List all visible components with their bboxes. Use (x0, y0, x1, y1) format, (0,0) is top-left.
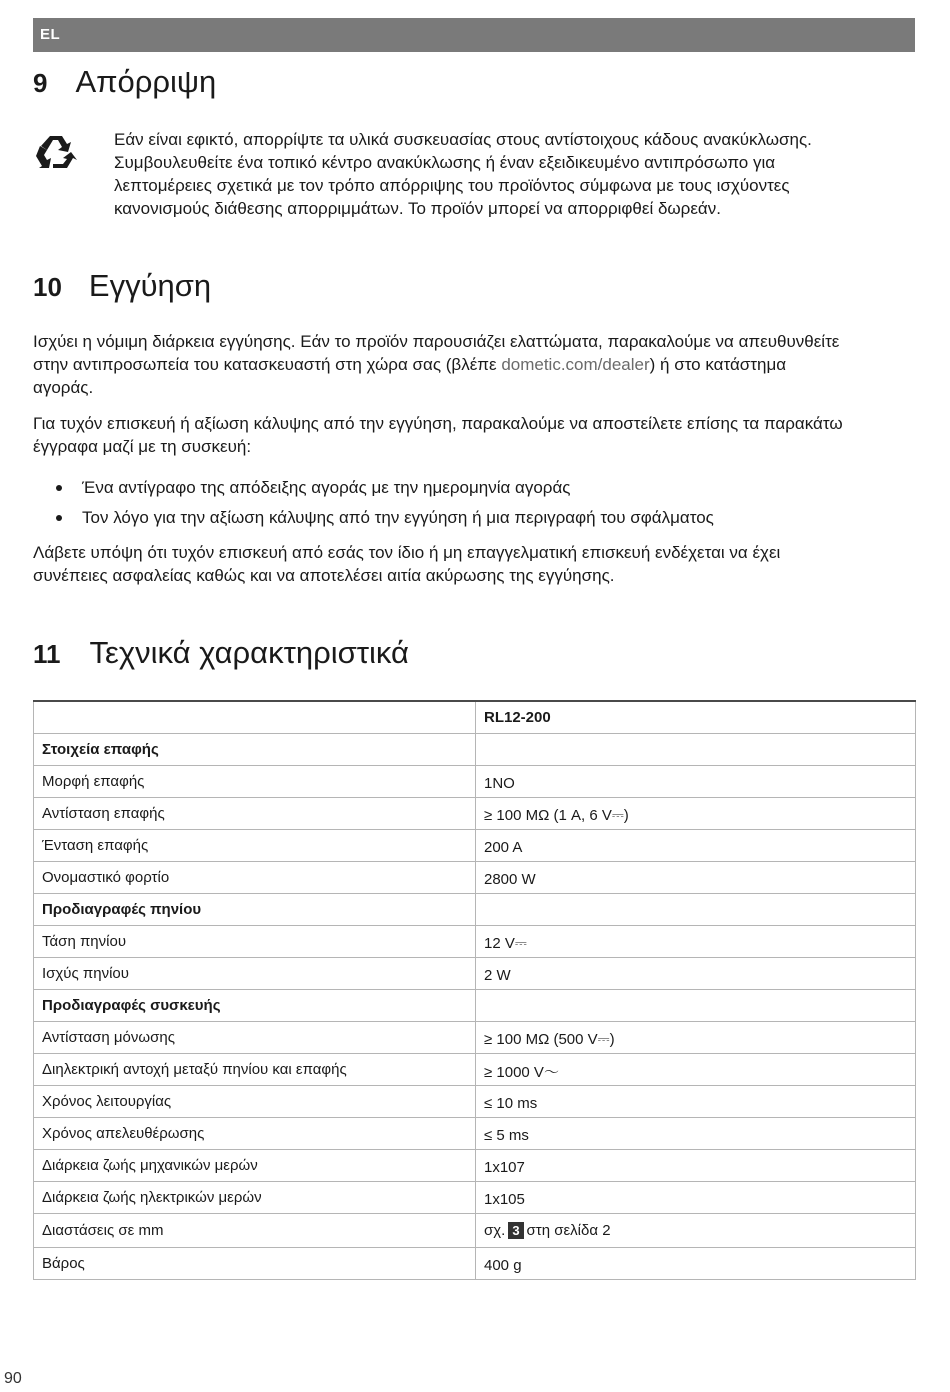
table-row (34, 830, 916, 862)
text-line: αγοράς. (33, 378, 94, 397)
value-text: ≤ 5 ms (484, 1127, 529, 1144)
row-value (476, 1118, 916, 1150)
model-header: RL12-200 (476, 701, 916, 734)
text-line: Εάν είναι εφικτό, απορρίψτε τα υλικά συσκευασίας στους αντίστοιχους κάδους ανακύκλωσης. (114, 130, 812, 149)
section-9-heading (33, 64, 216, 100)
table-group-row (34, 894, 916, 926)
row-label: Μορφή επαφής (34, 766, 476, 798)
table-row (34, 798, 916, 830)
text-line: Ισχύει η νόμιμη διάρκεια εγγύησης. Εάν το προϊόν παρουσιάζει ελαττώματα, παρακαλούμε να απευθυνθείτε (33, 332, 840, 351)
table-row (34, 958, 916, 990)
section-number: 9 (33, 68, 48, 98)
text-line: Λάβετε υπόψη ότι τυχόν επισκευή από εσάς τον ίδιο ή μη επαγγελματική επισκευή ενδέχεται να έχει (33, 543, 781, 562)
table-row (34, 766, 916, 798)
row-label: Αντίσταση επαφής (34, 798, 476, 830)
row-label: Ένταση επαφής (34, 830, 476, 862)
section-title: Εγγύηση (88, 268, 212, 303)
value-text: στη σελίδα 2 (526, 1222, 611, 1239)
warranty-paragraph-1 (33, 330, 915, 399)
value-text: ≤ 10 ms (484, 1095, 538, 1112)
row-label: Ονομαστικό φορτίο (34, 862, 476, 894)
value-text: ≥ 100 MΩ (1 A, 6 V⎓) (484, 807, 629, 824)
table-header-row (34, 701, 916, 734)
page-number: 90 (4, 1370, 22, 1387)
table-row (34, 1150, 916, 1182)
table-row (34, 862, 916, 894)
row-label: Βάρος (34, 1248, 476, 1280)
table-row (34, 1054, 916, 1086)
warranty-documents-list (52, 473, 714, 533)
dealer-link[interactable]: dometic.com/dealer (501, 355, 650, 374)
row-label: Τάση πηνίου (34, 926, 476, 958)
table-row (34, 926, 916, 958)
value-text: 12 V⎓ (484, 935, 527, 952)
row-label: Διάρκεια ζωής μηχανικών μερών (34, 1150, 476, 1182)
language-code: EL (40, 26, 61, 43)
row-label: Χρόνος λειτουργίας (34, 1086, 476, 1118)
text-span: στην αντιπροσωπεία του κατασκευαστή στη χώρα σας (βλέπε (33, 355, 502, 374)
group-label: Προδιαγραφές συσκευής (34, 990, 476, 1022)
value-text: ≥ 100 MΩ (500 V⎓) (484, 1031, 615, 1048)
row-value (476, 766, 916, 798)
text-line (33, 353, 915, 376)
value-text: 200 A (484, 839, 523, 856)
text-line: Για τυχόν επισκευή ή αξίωση κάλυψης από την εγγύηση, παρακαλούμε να αποστείλετε επίσης τα παρακάτω (33, 414, 843, 433)
technical-data-table (33, 700, 916, 1280)
list-item-text: Ένα αντίγραφο της απόδειξης αγοράς με την ημερομηνία αγοράς (82, 478, 571, 497)
section-number: 11 (33, 639, 61, 669)
row-label: Ισχύς πηνίου (34, 958, 476, 990)
row-label: Διαστάσεις σε mm (34, 1214, 476, 1248)
group-label: Προδιαγραφές πηνίου (34, 894, 476, 926)
bullet-icon (56, 485, 62, 491)
table-row (34, 1214, 916, 1248)
value-text: σχ. (484, 1222, 506, 1239)
disposal-text (114, 128, 914, 220)
table-cell (476, 894, 916, 926)
row-value (476, 958, 916, 990)
text-line: λεπτομέρειες σχετικά με τον τρόπο απόρριψης του προϊόντος σύμφωνα με τους ισχύοντες (114, 176, 790, 195)
row-value (476, 1086, 916, 1118)
value-text: ≥ 1000 V〜 (484, 1064, 559, 1081)
value-text: 1x105 (484, 1191, 525, 1208)
list-item (52, 503, 714, 533)
section-11-heading (33, 635, 409, 671)
row-value (476, 1054, 916, 1086)
value-text: 1NO (484, 775, 515, 792)
group-label: Στοιχεία επαφής (34, 734, 476, 766)
table-row (34, 1118, 916, 1150)
row-value (476, 862, 916, 894)
table-cell (34, 701, 476, 734)
row-value (476, 1214, 916, 1248)
row-value (476, 926, 916, 958)
row-value (476, 1182, 916, 1214)
row-value (476, 1022, 916, 1054)
row-value (476, 798, 916, 830)
text-line: συνέπειες ασφαλείας καθώς και να αποτελέσει αιτία ακύρωσης της εγγύησης. (33, 566, 615, 585)
text-line: Συμβουλευθείτε ένα τοπικό κέντρο ανακύκλωσης ή έναν εξειδικευμένο αντιπρόσωπο για (114, 153, 776, 172)
text-line: κανονισμούς διάθεσης απορριμμάτων. Το προϊόν μπορεί να απορριφθεί δωρεάν. (114, 199, 721, 218)
table-row (34, 1182, 916, 1214)
table-row (34, 1248, 916, 1280)
row-label: Χρόνος απελευθέρωσης (34, 1118, 476, 1150)
recycle-icon (33, 134, 79, 176)
text-span: ) ή στο κατάστημα (649, 355, 787, 374)
row-value (476, 830, 916, 862)
bullet-icon (56, 515, 62, 521)
section-title: Απόρριψη (75, 64, 217, 99)
row-label: Αντίσταση μόνωσης (34, 1022, 476, 1054)
table-row (34, 1086, 916, 1118)
warranty-paragraph-3 (33, 541, 915, 587)
row-label: Διηλεκτρική αντοχή μεταξύ πηνίου και επαφής (34, 1054, 476, 1086)
section-title: Τεχνικά χαρακτηριστικά (89, 635, 409, 670)
table-cell (476, 734, 916, 766)
section-10-heading (33, 268, 211, 304)
row-value (476, 1248, 916, 1280)
section-number: 10 (33, 272, 62, 302)
table-cell (476, 990, 916, 1022)
value-text: 2 W (484, 967, 511, 984)
list-item-text: Τον λόγο για την αξίωση κάλυψης από την εγγύηση ή μια περιγραφή του σφάλματος (82, 508, 714, 527)
text-line: έγγραφα μαζί με τη συσκευή: (33, 437, 252, 456)
value-text: 400 g (484, 1257, 522, 1274)
value-text: 1x107 (484, 1159, 525, 1176)
table-row (34, 1022, 916, 1054)
list-item (52, 473, 714, 503)
row-value (476, 1150, 916, 1182)
table-group-row (34, 990, 916, 1022)
row-label: Διάρκεια ζωής ηλεκτρικών μερών (34, 1182, 476, 1214)
table-group-row (34, 734, 916, 766)
figure-reference-badge[interactable]: 3 (508, 1222, 523, 1239)
language-bar (33, 18, 915, 52)
warranty-paragraph-2 (33, 412, 915, 458)
value-text: 2800 W (484, 871, 536, 888)
